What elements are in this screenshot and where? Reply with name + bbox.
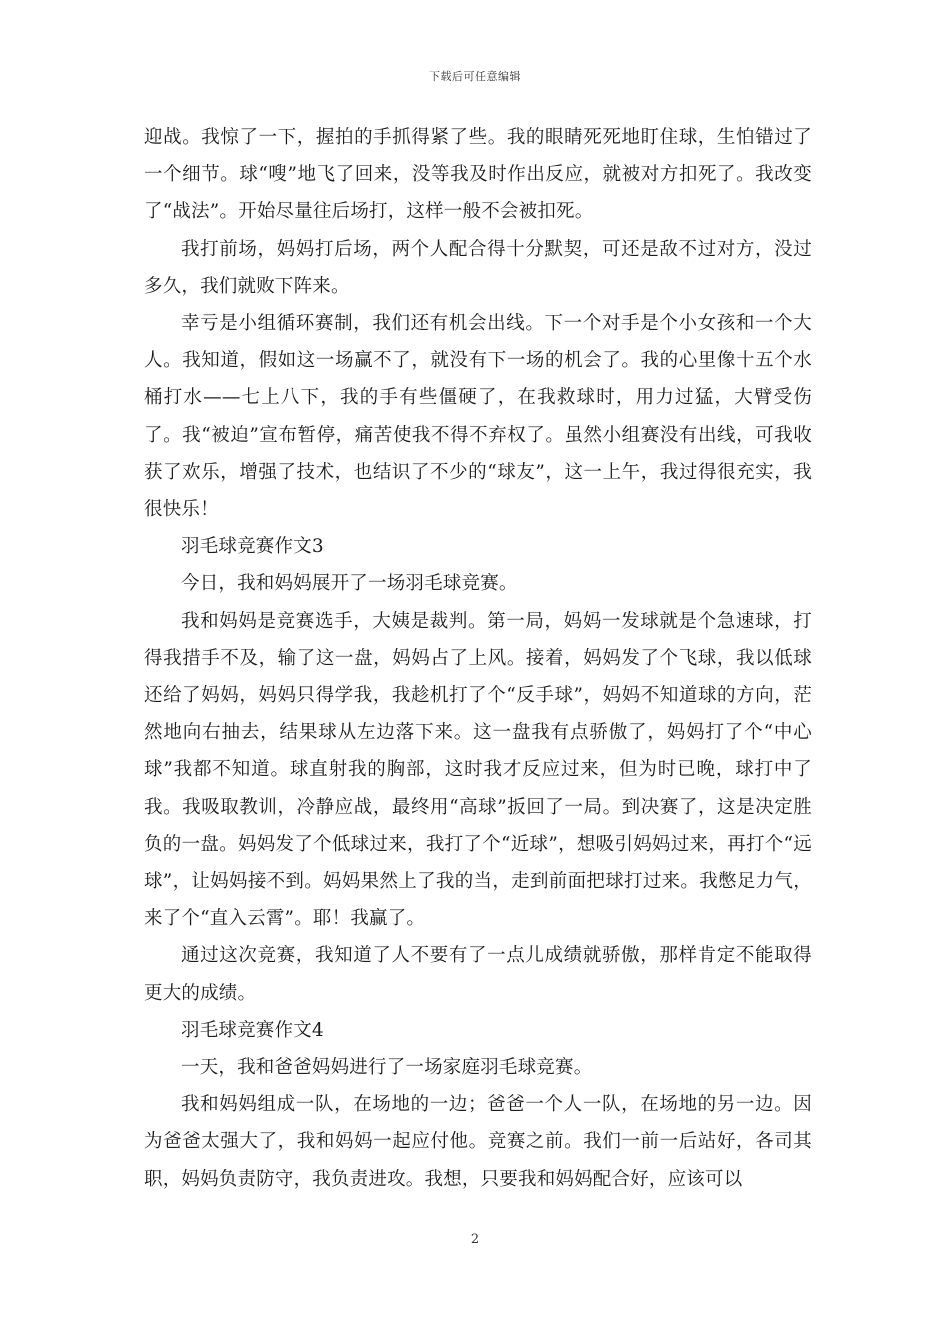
document-body [144,119,812,1198]
section-heading: 羽毛球竞赛作文4 [181,1019,324,1041]
page-number: 2 [470,1232,480,1247]
section-heading: 羽毛球竞赛作文3 [181,536,324,558]
paragraph: 今日，我和妈妈展开了一场羽毛球竞赛。 [181,573,518,595]
paragraph: 迎战。我惊了一下，握拍的手抓得紧了些。我的眼睛死死地盯住球，生怕错过了一个细节。球“嗖”地飞了回来，没等我及时作出反应，就被对方扣死了。我改变了“战法”。开始尽量往后场打，这样一般不会被扣死。 [144,127,812,223]
page-header: 下载后可任意编辑 [429,70,521,83]
paragraph: 幸亏是小组循环赛制，我们还有机会出线。下一个对手是个小女孩和一个大人。我知道，假如这一场赢不了，就没有下一场的机会了。我的心里像十五个水桶打水——七上八下，我的手有些僵硬了，在我救球时，用力过猛，大臂受伤了。我“被迫”宣布暂停，痛苦使我不得不弃权了。虽然小组赛没有出线，可我收获了欢乐，增强了技术，也结识了不少的“球友”，这一上午，我过得很充实，我很快乐！ [144,313,812,521]
paragraph: 通过这次竞赛，我知道了人不要有了一点儿成绩就骄傲，那样肯定不能取得更大的成绩。 [144,945,812,1004]
paragraph: 我和妈妈是竞赛选手，大姨是裁判。第一局，妈妈一发球就是个急速球，打得我措手不及，输了这一盘，妈妈占了上风。接着，妈妈发了个飞球，我以低球还给了妈妈，妈妈只得学我，我趁机打了个“反手球”，妈妈不知道球的方向，茫然地向右抽去，结果球从左边落下来。这一盘我有点骄傲了，妈妈打了个“中心球”我都不知道。球直射我的胸部，这时我才反应过来，但为时已晚，球打中了我。我吸取教训，冷静应战，最终用“高球”扳回了一局。到决赛了，这是决定胜负的一盘。妈妈发了个低球过来，我打了个“近球”，想吸引妈妈过来，再打个“远球”，让妈妈接不到。妈妈果然上了我的当，走到前面把球打过来。我憋足力气，来了个“直入云霄”。耶！我赢了。 [144,610,812,930]
paragraph: 我打前场，妈妈打后场，两个人配合得十分默契，可还是敌不过对方，没过多久，我们就败下阵来。 [144,238,812,297]
paragraph: 一天，我和爸爸妈妈进行了一场家庭羽毛球竞赛。 [181,1057,593,1079]
paragraph: 我和妈妈组成一队，在场地的一边；爸爸一个人一队，在场地的另一边。因为爸爸太强大了，我和妈妈一起应付他。竞赛之前。我们一前一后站好，各司其职，妈妈负责防守，我负责进攻。我想，只要我和妈妈配合好，应该可以 [144,1094,812,1190]
